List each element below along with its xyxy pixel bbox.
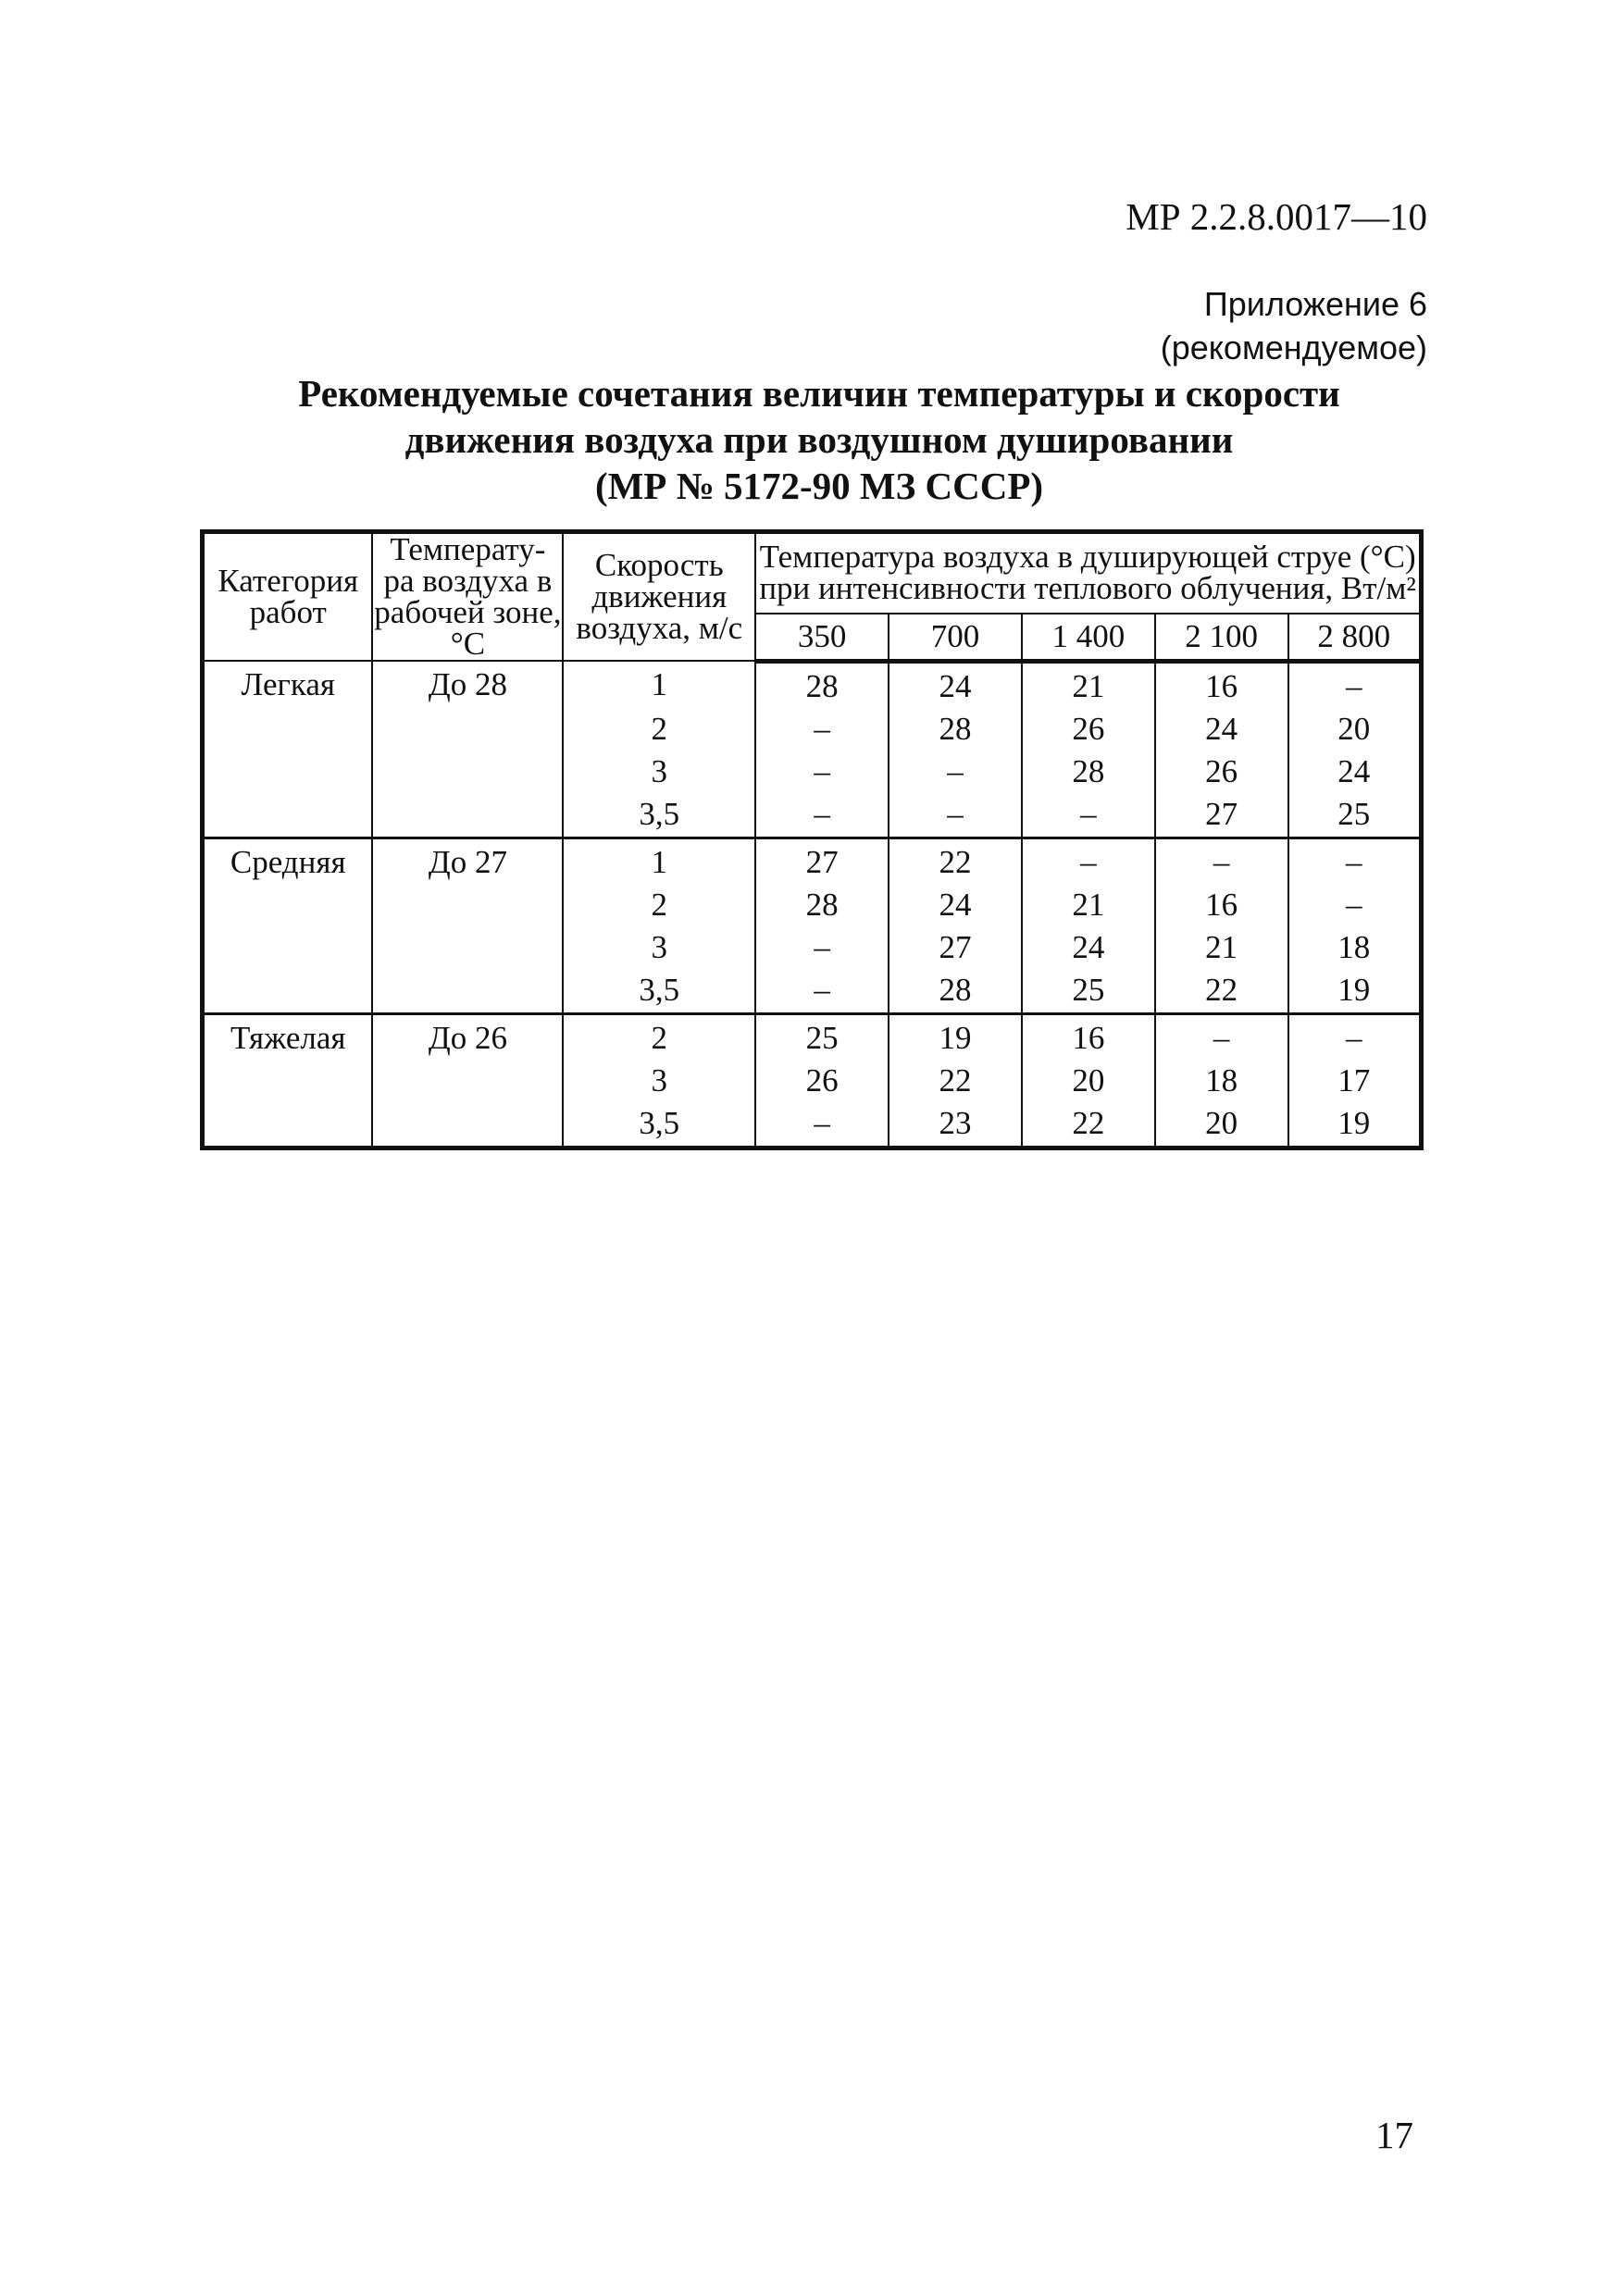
value-cell: 21 bbox=[1155, 927, 1288, 970]
value-cell: 20 bbox=[1288, 709, 1422, 751]
recommendations-table bbox=[200, 529, 1424, 1150]
zone-temp-cell: До 28 bbox=[372, 661, 563, 838]
value-cell: 23 bbox=[889, 1103, 1022, 1148]
title-line-3: (МР № 5172-90 МЗ СССР) bbox=[594, 465, 1044, 507]
document-title bbox=[213, 370, 1425, 509]
value-cell: 28 bbox=[889, 970, 1022, 1014]
value-cell: 22 bbox=[889, 838, 1022, 885]
value-cell: 20 bbox=[1155, 1103, 1288, 1148]
value-cell: 19 bbox=[1288, 970, 1422, 1014]
appendix-label bbox=[1161, 282, 1427, 369]
value-cell: 28 bbox=[889, 709, 1022, 751]
speed-cell: 2 bbox=[563, 885, 755, 927]
speed-cell: 3,5 bbox=[563, 1103, 755, 1148]
value-cell: – bbox=[1022, 838, 1155, 885]
speed-cell: 2 bbox=[563, 1013, 755, 1061]
value-cell: 24 bbox=[1155, 709, 1288, 751]
header-intensity: 350 bbox=[755, 614, 889, 662]
value-cell: – bbox=[755, 1103, 889, 1148]
zone-temp-cell: До 27 bbox=[372, 838, 563, 1013]
page-number: 17 bbox=[1375, 2114, 1413, 2156]
value-cell: 21 bbox=[1022, 885, 1155, 927]
value-cell: 17 bbox=[1288, 1061, 1422, 1103]
table-row bbox=[203, 661, 1422, 709]
header-intensity: 2 800 bbox=[1288, 614, 1422, 662]
appendix-number: Приложение 6 bbox=[1203, 285, 1427, 323]
value-cell: 27 bbox=[1155, 794, 1288, 838]
value-cell: – bbox=[755, 927, 889, 970]
value-cell: 19 bbox=[1288, 1103, 1422, 1148]
value-cell: – bbox=[755, 709, 889, 751]
header-intensity: 2 100 bbox=[1155, 614, 1288, 662]
value-cell: – bbox=[1288, 1013, 1422, 1061]
value-cell: 18 bbox=[1288, 927, 1422, 970]
value-cell: 16 bbox=[1155, 885, 1288, 927]
value-cell: 26 bbox=[1022, 709, 1155, 751]
value-cell: – bbox=[1288, 838, 1422, 885]
value-cell: 18 bbox=[1155, 1061, 1288, 1103]
value-cell: 24 bbox=[1022, 927, 1155, 970]
speed-cell: 3,5 bbox=[563, 970, 755, 1014]
value-cell: 24 bbox=[889, 661, 1022, 709]
value-cell: 20 bbox=[1022, 1061, 1155, 1103]
table-row bbox=[203, 1013, 1422, 1061]
value-cell: 22 bbox=[1155, 970, 1288, 1014]
speed-cell: 3 bbox=[563, 1061, 755, 1103]
value-cell: – bbox=[755, 794, 889, 838]
value-cell: 19 bbox=[889, 1013, 1022, 1061]
value-cell: 24 bbox=[1288, 751, 1422, 794]
speed-cell: 3,5 bbox=[563, 794, 755, 838]
value-cell: 25 bbox=[755, 1013, 889, 1061]
header-air-speed: Скорость движения воздуха, м/с bbox=[563, 532, 755, 662]
value-cell: – bbox=[1155, 838, 1288, 885]
value-cell: – bbox=[1155, 1013, 1288, 1061]
value-cell: 24 bbox=[889, 885, 1022, 927]
table-row bbox=[203, 838, 1422, 885]
header-intensity: 1 400 bbox=[1022, 614, 1155, 662]
value-cell: – bbox=[1022, 794, 1155, 838]
value-cell: 16 bbox=[1155, 661, 1288, 709]
category-cell: Легкая bbox=[203, 661, 373, 838]
value-cell: 25 bbox=[1022, 970, 1155, 1014]
value-cell: 22 bbox=[889, 1061, 1022, 1103]
header-category: Категория работ bbox=[203, 532, 373, 662]
value-cell: – bbox=[889, 794, 1022, 838]
title-line-1: Рекомендуемые сочетания величин температуры и скорости bbox=[298, 372, 1340, 415]
title-line-2: движения воздуха при воздушном душировании bbox=[404, 418, 1234, 461]
appendix-status: (рекомендуемое) bbox=[1160, 329, 1427, 366]
value-cell: 26 bbox=[755, 1061, 889, 1103]
table-body bbox=[203, 661, 1422, 1148]
header-jet-temp: Температура воздуха в душирующей струе (°С) при интенсивности теплового облучения, Вт/м² bbox=[755, 532, 1421, 614]
value-cell: – bbox=[755, 970, 889, 1014]
header-intensity: 700 bbox=[889, 614, 1022, 662]
value-cell: 27 bbox=[755, 838, 889, 885]
value-cell: 26 bbox=[1155, 751, 1288, 794]
value-cell: 16 bbox=[1022, 1013, 1155, 1061]
document-code: МР 2.2.8.0017—10 bbox=[1126, 195, 1427, 238]
value-cell: 28 bbox=[755, 885, 889, 927]
category-cell: Тяжелая bbox=[203, 1013, 373, 1148]
speed-cell: 3 bbox=[563, 927, 755, 970]
value-cell: 25 bbox=[1288, 794, 1422, 838]
value-cell: 27 bbox=[889, 927, 1022, 970]
value-cell: 21 bbox=[1022, 661, 1155, 709]
speed-cell: 1 bbox=[563, 838, 755, 885]
speed-cell: 1 bbox=[563, 661, 755, 709]
value-cell: 22 bbox=[1022, 1103, 1155, 1148]
value-cell: – bbox=[1288, 885, 1422, 927]
value-cell: – bbox=[755, 751, 889, 794]
speed-cell: 3 bbox=[563, 751, 755, 794]
category-cell: Средняя bbox=[203, 838, 373, 1013]
zone-temp-cell: До 26 bbox=[372, 1013, 563, 1148]
header-zone-temp: Температу- ра воздуха в рабочей зоне, °С bbox=[374, 531, 562, 662]
value-cell: 28 bbox=[1022, 751, 1155, 794]
value-cell: – bbox=[1288, 661, 1422, 709]
speed-cell: 2 bbox=[563, 709, 755, 751]
value-cell: – bbox=[889, 751, 1022, 794]
value-cell: 28 bbox=[755, 661, 889, 709]
